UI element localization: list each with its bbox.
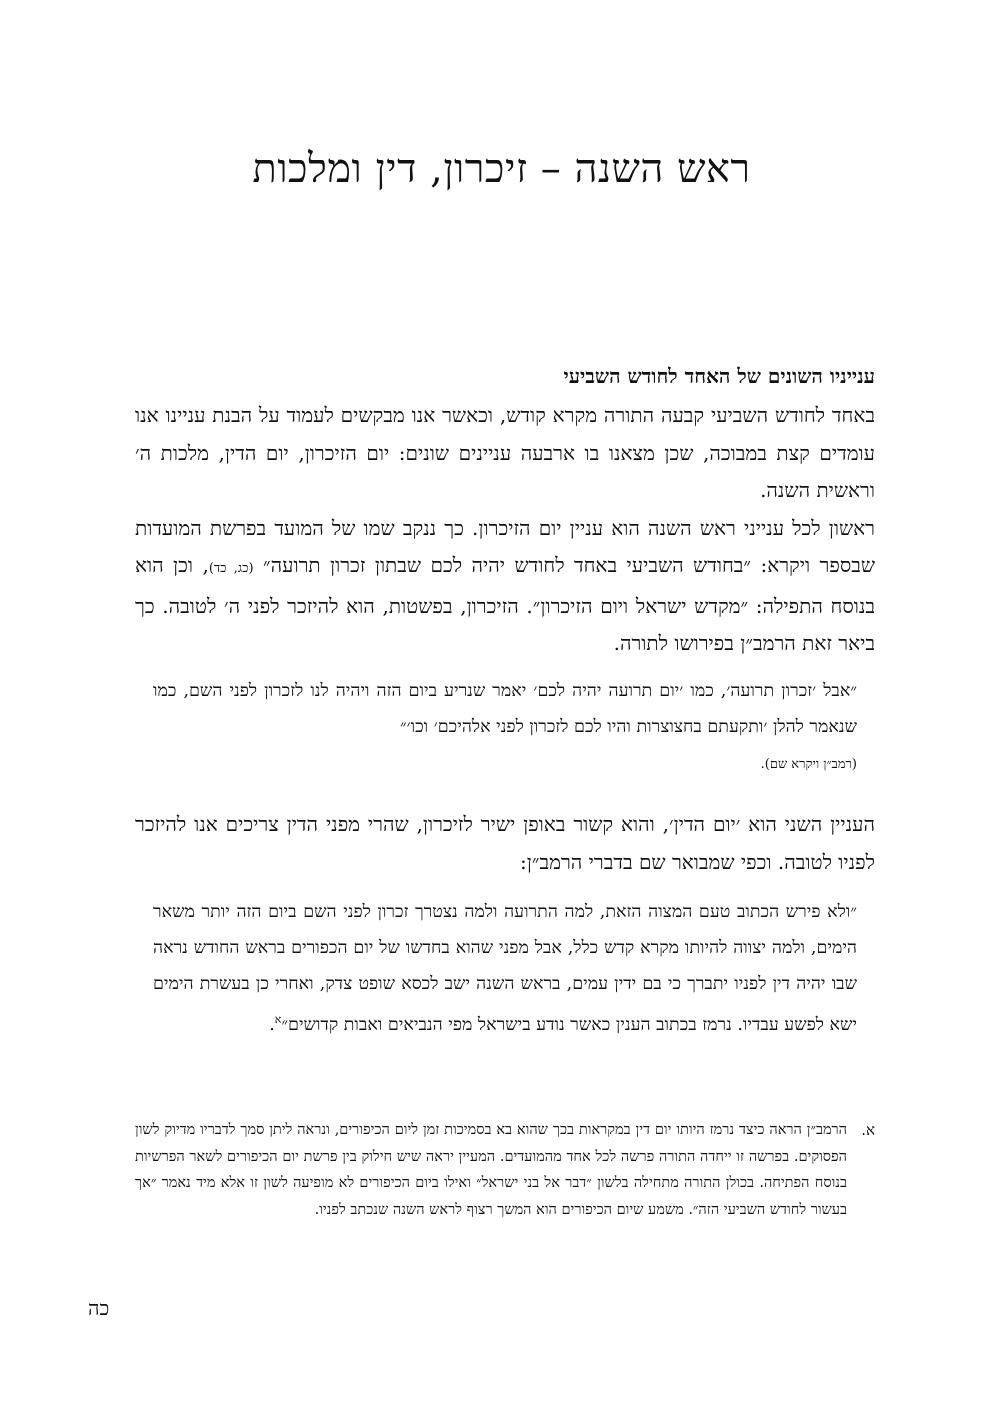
quote-1-text: ״אבל ׳זכרון תרועה׳, כמו ׳יום תרועה יהיה לכם׳ יאמר שנריע ביום הזה ויהיה לנו לזכרון לפני השם, כמו שנאמר להלן ׳ותקעתם בחצוצרות והיו לכם לזכרון לפני אלהיכם׳ וכו׳״ [153,681,857,737]
body-text-block-2 [135,806,875,881]
page-number: כה [88,1296,110,1320]
paragraph-2 [135,510,875,663]
paragraph-2-text-b: , וכן הוא בנוסח התפילה: ״מקדש ישראל ויום הזיכרון״. הזיכרון, בפשטות, הוא להיזכר לפני ה׳ לטובה. כך ביאר זאת הרמב״ן בפירושו לתורה. [135,553,875,655]
block-quote-ramban-1 [153,673,857,783]
footnote-label: א. [861,1121,875,1139]
verse-citation: (כג, כד) [208,561,254,576]
quote-2-text: ״ולא פירש הכתוב טעם המצוה הזאת, למה התרועה ולמה נצטרך זכרון לפני השם ביום הזה יותר משאר הימים, ולמה יצווה להיותו מקרא קדש כלל, אבל מפני שהוא בחדשו של יום הכפורים בראש החודש נראה שבו יהיה דין לפניו יתברך כי בם ידין עמים, בראש השנה ישב לכסא שופט צדק, ואחרי כן בעשרת הימים ישא לפשע עבדיו. נרמז בכתוב הענין כאשר נודע בישראל מפי הנביאים ואבות קדושים״ [153,902,857,1035]
paragraph-1: באחד לחודש השביעי קבעה התורה מקרא קודש, וכאשר אנו מבקשים לעמוד על הבנת עניינו אנו עומדים קצת במבוכה, שכן מצאנו בו ארבעה עניינים שונים: יום הזיכרון, יום הדין, מלכות ה׳ וראשית השנה. [135,403,875,502]
section-heading: ענייניו השונים של האחד לחודש השביעי [563,364,875,388]
footnote-text: הרמב״ן הראה כיצד נרמז היותו יום דין במקראות בכך שהוא בא בסמיכות זמן ליום הכיפורים, ונראה ליתן סמך לדבריו מדיוק לשון הפסוקים. בפרשה זו ייחדה התורה פרשה לכל אחד מהמועדים. המעיין יראה שיש חילוק בין פרשת יום הכיפורים לשאר הפרשיות בנוסח הפתיחה. בכולן התורה מתחילה בלשון ״דבר אל בני ישראל״ ואילו ביום הכיפורים לא מופיעה לשון זו אלא מיד נאמר ״אך בעשור לחודש השביעי הזה״. משמע שיום הכיפורים הוא המשך רצוף לראש השנה שנכתב לפניו. [135,1122,847,1218]
block-quote-ramban-2 [153,894,857,1043]
footnote [135,1117,875,1223]
quote-2-end: . [269,1014,275,1035]
paragraph-2-text-a: ראשון לכל ענייני ראש השנה הוא עניין יום הזיכרון. כך ננקב שמו של המועד בפרשת המועדות שבספר ויקרא: ״בחודש השביעי באחד לחודש יהיה לכם שבתון זכרון תרועה״ [135,515,875,577]
quote-1-citation: (רמב״ן ויקרא שם). [760,757,857,772]
paragraph-3: העניין השני הוא ׳יום הדין׳, והוא קשור באופן ישיר לזיכרון, שהרי מפני הדין צריכים אנו להיזכר לפניו לטובה. וכפי שמבואר שם בדברי הרמב״ן: [135,812,875,874]
page-title: ראש השנה – זיכרון, דין ומלכות [252,146,751,192]
body-text-block-1 [135,397,875,663]
footnote-marker[interactable]: א [274,1013,282,1026]
